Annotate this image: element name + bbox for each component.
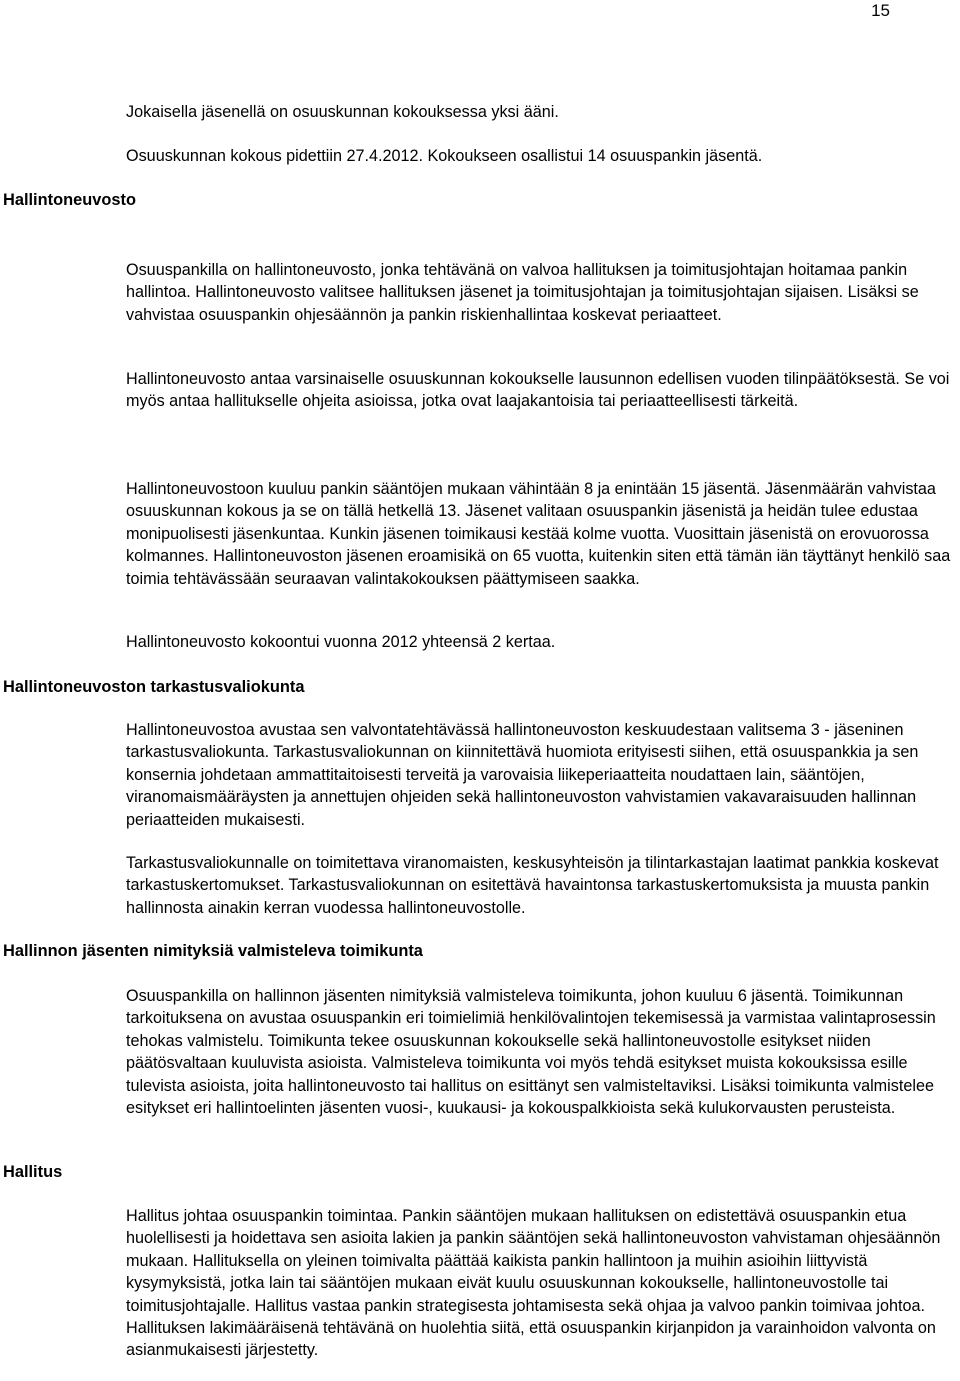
tarkastusvaliokunta-paragraph-1: Hallintoneuvostoa avustaa sen valvontatehtävässä hallintoneuvoston keskuudestaan valitsema 3 - jäseninen tarkastusvaliokunta. Tarkastusvaliokunnan on kiinnitettävä huomiota erityisesti siihen, että osuuspankkia ja sen konsernia johdetaan ammattitaitoisesti terveitä ja varovaisia liikeperiaatteita noudattaen lain, sääntöjen, viranomaismääräysten ja annettujen ohjeiden sekä hallintoneuvoston vahvistamien vakavaraisuuden hallinnan periaatteiden mukaisesti. xyxy=(126,721,919,829)
section-heading-hallitus: Hallitus xyxy=(3,1163,63,1181)
hallintoneuvosto-paragraph-4: Hallintoneuvosto kokoontui vuonna 2012 yhteensä 2 kertaa. xyxy=(126,633,556,651)
hallitus-paragraph-1: Hallitus johtaa osuuspankin toimintaa. Pankin sääntöjen mukaan hallituksen on edistettävä osuuspankin etua huolellisesti ja hoidettava sen asioita lakien ja pankin sääntöjen sekä hallintoneuvoston vahvistaman ohjesäännön mukaan. Hallituksella on yleinen toimivalta päättää kaikista pankin hallintoon ja muihin asioihin liittyvistä kysymyksistä, jotka lain tai sääntöjen mukaan eivät kuulu osuuskunnan kokoukselle, hallintoneuvostolle tai toimitusjohtajalle. Hallitus vastaa pankin strategisesta johtamisesta sekä ohjaa ja valvoo pankin toimivaa johtoa. Hallituksen lakimääräisenä tehtävänä on huolehtia siitä, että osuuspankin kirjanpidon ja varainhoidon valvonta on asianmukaisesti järjestetty. xyxy=(126,1207,941,1360)
hallintoneuvosto-paragraph-1: Osuuspankilla on hallintoneuvosto, jonka tehtävänä on valvoa hallituksen ja toimitusjohtajan hoitamaa pankin hallintoa. Hallintoneuvosto valitsee hallituksen jäsenet ja toimitusjohtajan ja toimitusjohtajan sijaisen. Lisäksi se vahvistaa osuuspankin ohjesäännön ja pankin riskienhallintaa koskevat periaatteet. xyxy=(126,261,919,324)
hallintoneuvosto-paragraph-2: Hallintoneuvosto antaa varsinaiselle osuuskunnan kokoukselle lausunnon edellisen vuoden tilinpäätöksestä. Se voi myös antaa hallitukselle ohjeita asioissa, jotka ovat laajakantoisia tai periaatteellisesti tärkeitä. xyxy=(126,370,950,411)
section-heading-tarkastusvaliokunta: Hallintoneuvoston tarkastusvaliokunta xyxy=(3,678,305,696)
nimitystoimikunta-paragraph-1: Osuuspankilla on hallinnon jäsenten nimityksiä valmisteleva toimikunta, johon kuuluu 6 jäsentä. Toimikunnan tarkoituksena on avustaa osuuspankin eri toimielimiä henkilövalintojen tekemisessä ja varmistaa valintaprosessin tehokas valmistelu. Toimikunta tekee osuuskunnan kokoukselle sekä hallintoneuvostolle esitykset niiden päätösvaltaan kuuluvista asioista. Valmisteleva toimikunta voi myös tehdä esitykset muista kokouksissa esille tulevista asioista, joita hallintoneuvosto tai hallitus on esittänyt sen valmisteltaviksi. Lisäksi toimikunta valmistelee esitykset eri hallintoelinten jäsenten vuosi-, kuukausi- ja kokouspalkkioista sekä kulukorvausten perusteista. xyxy=(126,987,936,1118)
section-heading-hallintoneuvosto: Hallintoneuvosto xyxy=(3,191,136,209)
section-heading-nimitystoimikunta: Hallinnon jäsenten nimityksiä valmisteleva toimikunta xyxy=(3,942,423,960)
tarkastusvaliokunta-paragraph-2: Tarkastusvaliokunnalle on toimitettava viranomaisten, keskusyhteisön ja tilintarkastajan laatimat pankkia koskevat tarkastuskertomukset. Tarkastusvaliokunnan on esitettävä havaintonsa tarkastuskertomuksista ja muusta pankin hallinnosta ainakin kerran vuodessa hallintoneuvostolle. xyxy=(126,854,939,917)
hallintoneuvosto-paragraph-3: Hallintoneuvostoon kuuluu pankin sääntöjen mukaan vähintään 8 ja enintään 15 jäsentä. Jäsenmäärän vahvistaa osuuskunnan kokous ja se on tällä hetkellä 13. Jäsenet valitaan osuuspankin jäsenistä ja heidän tulee edustaa monipuolisesti jäsenkuntaa. Kunkin jäsenen toimikausi kestää kolme vuotta. Vuosittain jäsenistä on erovuorossa kolmannes. Hallintoneuvoston jäsenen eroamisikä on 65 vuotta, kuitenkin siten että tämän iän täyttänyt henkilö saa toimia tehtävässään seuraavan valintakokouksen päättymiseen saakka. xyxy=(126,480,951,588)
intro-paragraph-meeting: Osuuskunnan kokous pidettiin 27.4.2012. Kokoukseen osallistui 14 osuuspankin jäsentä. xyxy=(126,147,763,165)
intro-paragraph-voting: Jokaisella jäsenellä on osuuskunnan kokouksessa yksi ääni. xyxy=(126,103,559,121)
page-number: 15 xyxy=(871,1,890,20)
